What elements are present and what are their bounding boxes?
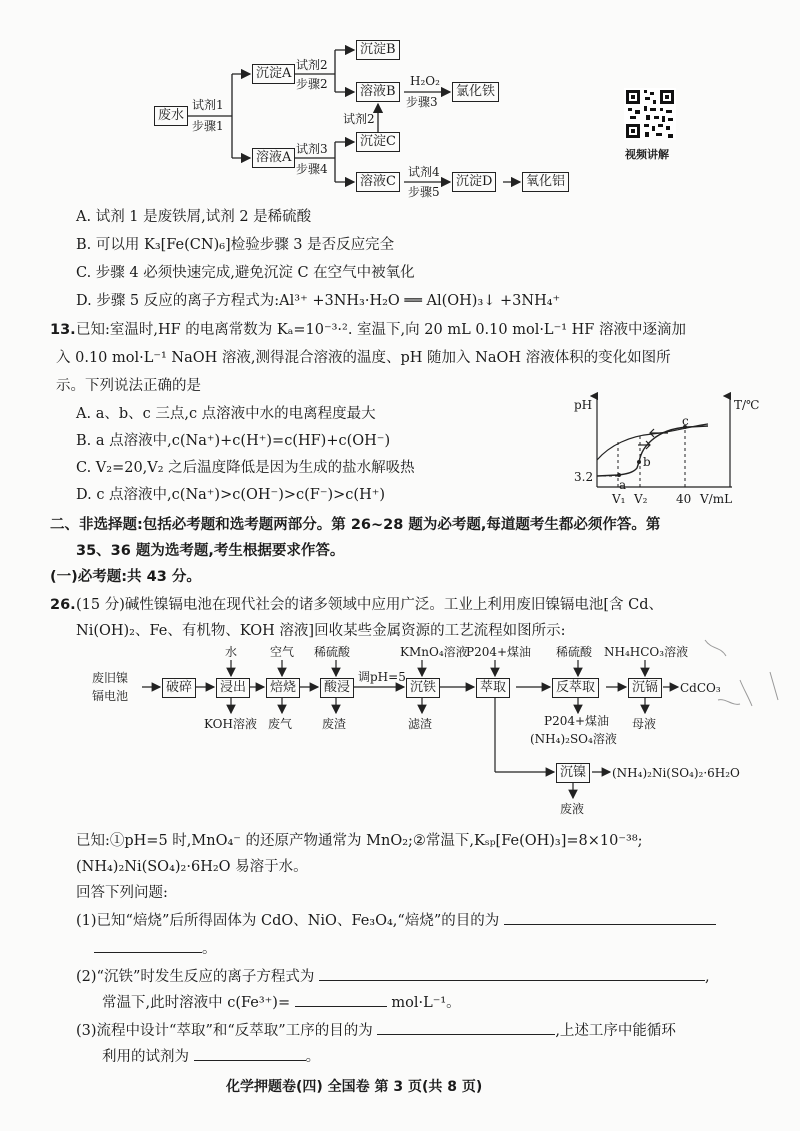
- q13-option-b: B. a 点溶液中,c(Na⁺)+c(H⁺)=c(HF)+c(OH⁻): [76, 433, 391, 449]
- flow2-ph-label: 调pH=5: [358, 670, 406, 684]
- flow1-ppC-box: 沉淀C: [356, 132, 400, 152]
- flow2-input-nh4hco3: NH₄HCO₃溶液: [604, 645, 689, 659]
- q26-part3-blank-b[interactable]: [194, 1046, 306, 1061]
- flow2-output-gas: 废气: [268, 717, 293, 731]
- section2-line2: 35、36 题为选考题,考生根据要求作答。: [76, 543, 345, 559]
- q26-part2-line1: (2)“沉铁”时发生反应的离子方程式为 ,: [76, 966, 710, 986]
- graph-ylabel-ph: pH: [574, 398, 593, 412]
- flow2-output-residue: 废渣: [322, 717, 347, 731]
- graph-xtick-v1: V₁: [612, 492, 626, 506]
- flow1-reagent2: 试剂2: [296, 58, 328, 72]
- qr-label: 视频讲解: [625, 148, 669, 161]
- graph-ytick-32: 3.2: [574, 470, 594, 484]
- q26-known2: (NH₄)₂Ni(SO₄)₂·6H₂O 易溶于水。: [76, 859, 308, 875]
- page-footer: 化学押题卷(四) 全国卷 第 3 页(共 8 页): [226, 1079, 483, 1095]
- graph-xtick-40: 40: [676, 492, 692, 506]
- q26-part1-line2: [94, 938, 217, 958]
- flow1-step5: 步骤5: [408, 185, 440, 199]
- flow1-ppB-box: 沉淀B: [356, 40, 400, 60]
- q26-part3-line1: [76, 1020, 676, 1040]
- q13-line3: 示。下列说法正确的是: [56, 378, 201, 394]
- section2-sub: (一)必考题:共 43 分。: [50, 569, 201, 585]
- flow2-step-backextract: 反萃取: [552, 678, 599, 698]
- flow1-reagent4: 试剂4: [408, 165, 440, 179]
- q26-prompt: 回答下列问题:: [76, 885, 168, 901]
- graph-label-a: a: [619, 478, 627, 492]
- q13-number: 13.: [50, 322, 76, 338]
- flow2-output-mother: 母液: [632, 717, 657, 731]
- q13-line1: 已知:室温时,HF 的电离常数为 Kₐ=10⁻³·². 室温下,向 20 mL 0.10 mol·L⁻¹ HF 溶液中逐滴加: [76, 322, 686, 338]
- flow1-step1: 步骤1: [192, 119, 224, 133]
- flow1-step3: 步骤3: [406, 95, 438, 109]
- flow2-product-ni: (NH₄)₂Ni(SO₄)₂·6H₂O: [612, 766, 740, 780]
- flow2-output-p204: P204+煤油: [544, 714, 610, 728]
- flow2-step-roast: 焙烧: [266, 678, 300, 698]
- q26-part2-blank-b[interactable]: [295, 992, 387, 1007]
- flow2-input-p204: P204+煤油: [466, 645, 532, 659]
- q26-part3-text: (3)流程中设计“萃取”和“反萃取”工序的目的为: [76, 1023, 373, 1039]
- flow1-alcl3-box: 氧化铝: [522, 172, 569, 192]
- graph-label-c: c: [682, 414, 689, 428]
- q26-part1-end: 。: [202, 941, 217, 957]
- flow1-h2o2: H₂O₂: [410, 74, 440, 88]
- q13-line2: 入 0.10 mol·L⁻¹ NaOH 溶液,测得混合溶液的温度、pH 随加入 NaOH 溶液体积的变化如图所: [56, 350, 671, 366]
- flow2-step-iron: 沉铁: [406, 678, 440, 698]
- flow2-input-air: 空气: [270, 645, 295, 659]
- flow2-input-h2so4-2: 稀硫酸: [556, 645, 593, 659]
- graph-xtick-v2: V₂: [634, 492, 648, 506]
- q26-part2-unit: mol·L⁻¹。: [391, 995, 461, 1011]
- flow1-reagent3: 试剂3: [296, 142, 328, 156]
- q26-part1-blank-a[interactable]: [504, 910, 716, 925]
- q26-part2-text2: 常温下,此时溶液中 c(Fe³⁺)=: [102, 995, 291, 1011]
- graph-label-b: b: [643, 455, 651, 469]
- flow1-reagent2-b: 试剂2: [343, 112, 375, 126]
- flow2-output-filter: 滤渣: [408, 717, 433, 731]
- q26-part3-end: 。: [305, 1049, 321, 1065]
- flow2-product-cdco3: CdCO₃: [680, 681, 721, 695]
- flow2-input-h2so4: 稀硫酸: [314, 645, 351, 659]
- flow1-solC-box: 溶液C: [356, 172, 400, 192]
- flow2-step-leach: 浸出: [216, 678, 250, 698]
- q26-part1-blank-b[interactable]: [94, 938, 202, 953]
- q26-part2-text: (2)“沉铁”时发生反应的离子方程式为: [76, 969, 315, 985]
- q26-part3-line2: [102, 1046, 320, 1066]
- flow1-solB-box: 溶液B: [356, 82, 400, 102]
- q26-part2-blank-a[interactable]: [319, 966, 705, 981]
- flow2-start2: 镉电池: [92, 689, 129, 703]
- flow2-step-crush: 破碎: [162, 678, 196, 698]
- flow2-waste-liquid: 废液: [560, 802, 585, 816]
- flow2-step-extract: 萃取: [476, 678, 510, 698]
- q26-line1: (15 分)碱性镍镉电池在现代社会的诸多领域中应用广泛。工业上利用废旧镍镉电池[含 Cd、: [76, 597, 664, 613]
- q26-number: 26.: [50, 597, 76, 613]
- flow2-output-koh: KOH溶液: [204, 717, 257, 731]
- flow1-ppD-box: 沉淀D: [452, 172, 496, 192]
- q26-known1: 已知:①pH=5 时,MnO₄⁻ 的还原产物通常为 MnO₂;②常温下,Kₛₚ[Fe(OH)₃]=8×10⁻³⁸;: [76, 833, 643, 849]
- q12-option-d: D. 步骤 5 反应的离子方程式为:Al³⁺ +3NH₃·H₂O ══ Al(OH)₃↓ +3NH₄⁺: [76, 293, 561, 309]
- flow1-ppA-box: 沉淀A: [252, 64, 295, 84]
- q26-part1-text: (1)已知“焙烧”后所得固体为 CdO、NiO、Fe₃O₄,“焙烧”的目的为: [76, 913, 500, 929]
- q26-line2: Ni(OH)₂、Fe、有机物、KOH 溶液]回收某些金属资源的工艺流程如图所示:: [76, 623, 566, 639]
- flow2-start1: 废旧镍: [92, 671, 129, 685]
- q26-part2-line2: [102, 992, 461, 1012]
- flow1-step4: 步骤4: [296, 162, 328, 176]
- q26-part3-post: ,上述工序中能循环: [555, 1023, 676, 1039]
- section2-line1: 二、非选择题:包括必考题和选考题两部分。第 26~28 题为必考题,每道题考生都必须作答。第: [50, 517, 661, 533]
- flow1-reagent1: 试剂1: [192, 98, 224, 112]
- flow1-step2: 步骤2: [296, 77, 328, 91]
- q13-option-d: D. c 点溶液中,c(Na⁺)>c(OH⁻)>c(F⁻)>c(H⁺): [76, 487, 386, 503]
- flow2-step-ni: 沉镍: [556, 763, 590, 783]
- q26-part1-line1: [76, 910, 716, 930]
- q26-part3-text2: 利用的试剂为: [102, 1049, 189, 1065]
- flow2-output-nh4so4: (NH₄)₂SO₄溶液: [530, 732, 617, 746]
- flow2-step-cd: 沉镉: [628, 678, 662, 698]
- graph-xlabel: V/mL: [700, 492, 733, 506]
- q13-option-c: C. V₂=20,V₂ 之后温度降低是因为生成的盐水解吸热: [76, 460, 415, 476]
- q26-part3-blank-a[interactable]: [377, 1020, 555, 1035]
- graph-ylabel-temp: T/℃: [734, 398, 760, 412]
- q12-option-a: A. 试剂 1 是废铁屑,试剂 2 是稀硫酸: [76, 209, 312, 225]
- q12-option-b: B. 可以用 K₃[Fe(CN)₆]检验步骤 3 是否反应完全: [76, 237, 395, 253]
- flow1-fecl3-box: 氯化铁: [452, 82, 499, 102]
- q12-option-c: C. 步骤 4 必须快速完成,避免沉淀 C 在空气中被氧化: [76, 265, 415, 281]
- q13-option-a: A. a、b、c 三点,c 点溶液中水的电离程度最大: [76, 406, 376, 422]
- flow2-step-acid: 酸浸: [320, 678, 354, 698]
- flow1-solA-box: 溶液A: [252, 148, 295, 168]
- flow2-input-kmno4: KMnO₄溶液: [400, 645, 468, 659]
- flow1-waste-box: 废水: [154, 106, 188, 126]
- flow2-input-water: 水: [225, 645, 238, 659]
